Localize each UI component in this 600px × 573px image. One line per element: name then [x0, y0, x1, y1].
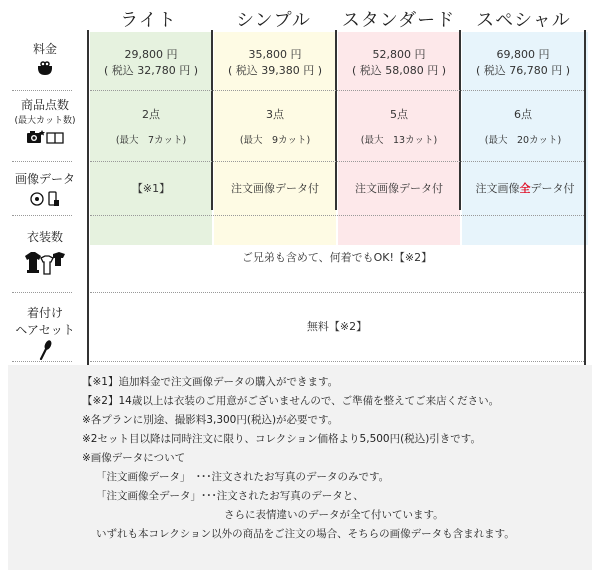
special-price-cell: 69,800 円 ( 税込 76,780 円 ): [475, 48, 571, 77]
simple-price-cell: 35,800 円 ( 税込 39,380 円 ): [227, 48, 323, 77]
row-separator: [90, 292, 584, 293]
row-separator: [12, 361, 72, 362]
row-label-dressing: 着付け ヘアセット: [12, 304, 78, 360]
note-9: いずれも本コレクション以外の商品をご注文の場合、そちらの画像データも含まれます。: [96, 528, 515, 540]
costume-cell: ご兄弟も含めて、何着でもOK!【※2】: [241, 251, 433, 264]
row-separator: [12, 161, 72, 162]
plan-comparison-table: [12, 30, 588, 365]
simple-count-cell: 3点 (最大 9カット): [239, 108, 311, 146]
plan-header-special: スペシャル: [476, 10, 571, 31]
row-label-count: 商品点数 (最大カット数): [12, 96, 78, 144]
row-label-price: 料金: [12, 40, 78, 76]
row-label-data: 画像データ: [12, 170, 78, 207]
note-5: ※画像データについて: [82, 452, 186, 464]
costume-icon: [23, 248, 67, 276]
notes-panel: [8, 365, 592, 570]
row-separator: [90, 215, 584, 216]
special-count-cell: 6点 (最大 20カット): [484, 108, 562, 146]
disc-phone-icon: [29, 191, 61, 207]
lite-price-cell: 29,800 円 ( 税込 32,780 円 ): [103, 48, 199, 77]
camera-album-icon: [25, 128, 65, 144]
note-1: 【※1】追加料金で注文画像データの購入ができます。: [82, 376, 339, 388]
note-2: 【※2】14歳以上は衣装のご用意がございませんので、ご準備を整えてご来店ください。: [82, 395, 500, 407]
row-separator: [12, 292, 72, 293]
lite-count-cell: 2点 (最大 7カット): [115, 108, 187, 146]
lite-data-cell: 【※1】: [131, 182, 171, 195]
note-6: 「注文画像データ」 ･･･注文されたお写真のデータのみです。: [96, 471, 390, 483]
row-separator: [12, 215, 72, 216]
simple-data-cell: 注文画像データ付: [231, 182, 319, 195]
dressing-cell: 無料【※2】: [306, 320, 368, 333]
plan-header-lite: ライト: [120, 10, 177, 31]
special-data-cell: 注文画像全データ付: [475, 182, 575, 195]
row-separator: [90, 90, 584, 91]
column-divider: [87, 30, 89, 365]
plan-header-simple: シンプル: [236, 10, 311, 31]
standard-price-cell: 52,800 円 ( 税込 58,080 円 ): [351, 48, 447, 77]
note-3: ※各プランに別途、撮影料3,300円(税込)が必要です。: [82, 414, 339, 426]
row-label-costume: 衣装数: [12, 228, 78, 276]
hair-brush-icon: [37, 340, 53, 360]
standard-count-cell: 5点 (最大 13カット): [360, 108, 438, 146]
standard-data-cell: 注文画像データ付: [355, 182, 443, 195]
note-7: 「注文画像全データ」･･･注文されたお写真のデータと、: [96, 490, 364, 502]
row-separator: [12, 90, 72, 91]
column-divider: [584, 30, 586, 365]
row-separator: [90, 361, 584, 362]
row-separator: [90, 161, 584, 162]
note-8: さらに表情違いのデータが全て付いています。: [224, 509, 444, 521]
all-data-accent: 全: [519, 182, 531, 195]
note-4: ※2セット目以降は同時注文に限り、コレクション価格より5,500円(税込)引きです。: [82, 433, 481, 445]
coin-purse-icon: [36, 60, 54, 76]
plan-header-standard: スタンダード: [341, 10, 456, 31]
